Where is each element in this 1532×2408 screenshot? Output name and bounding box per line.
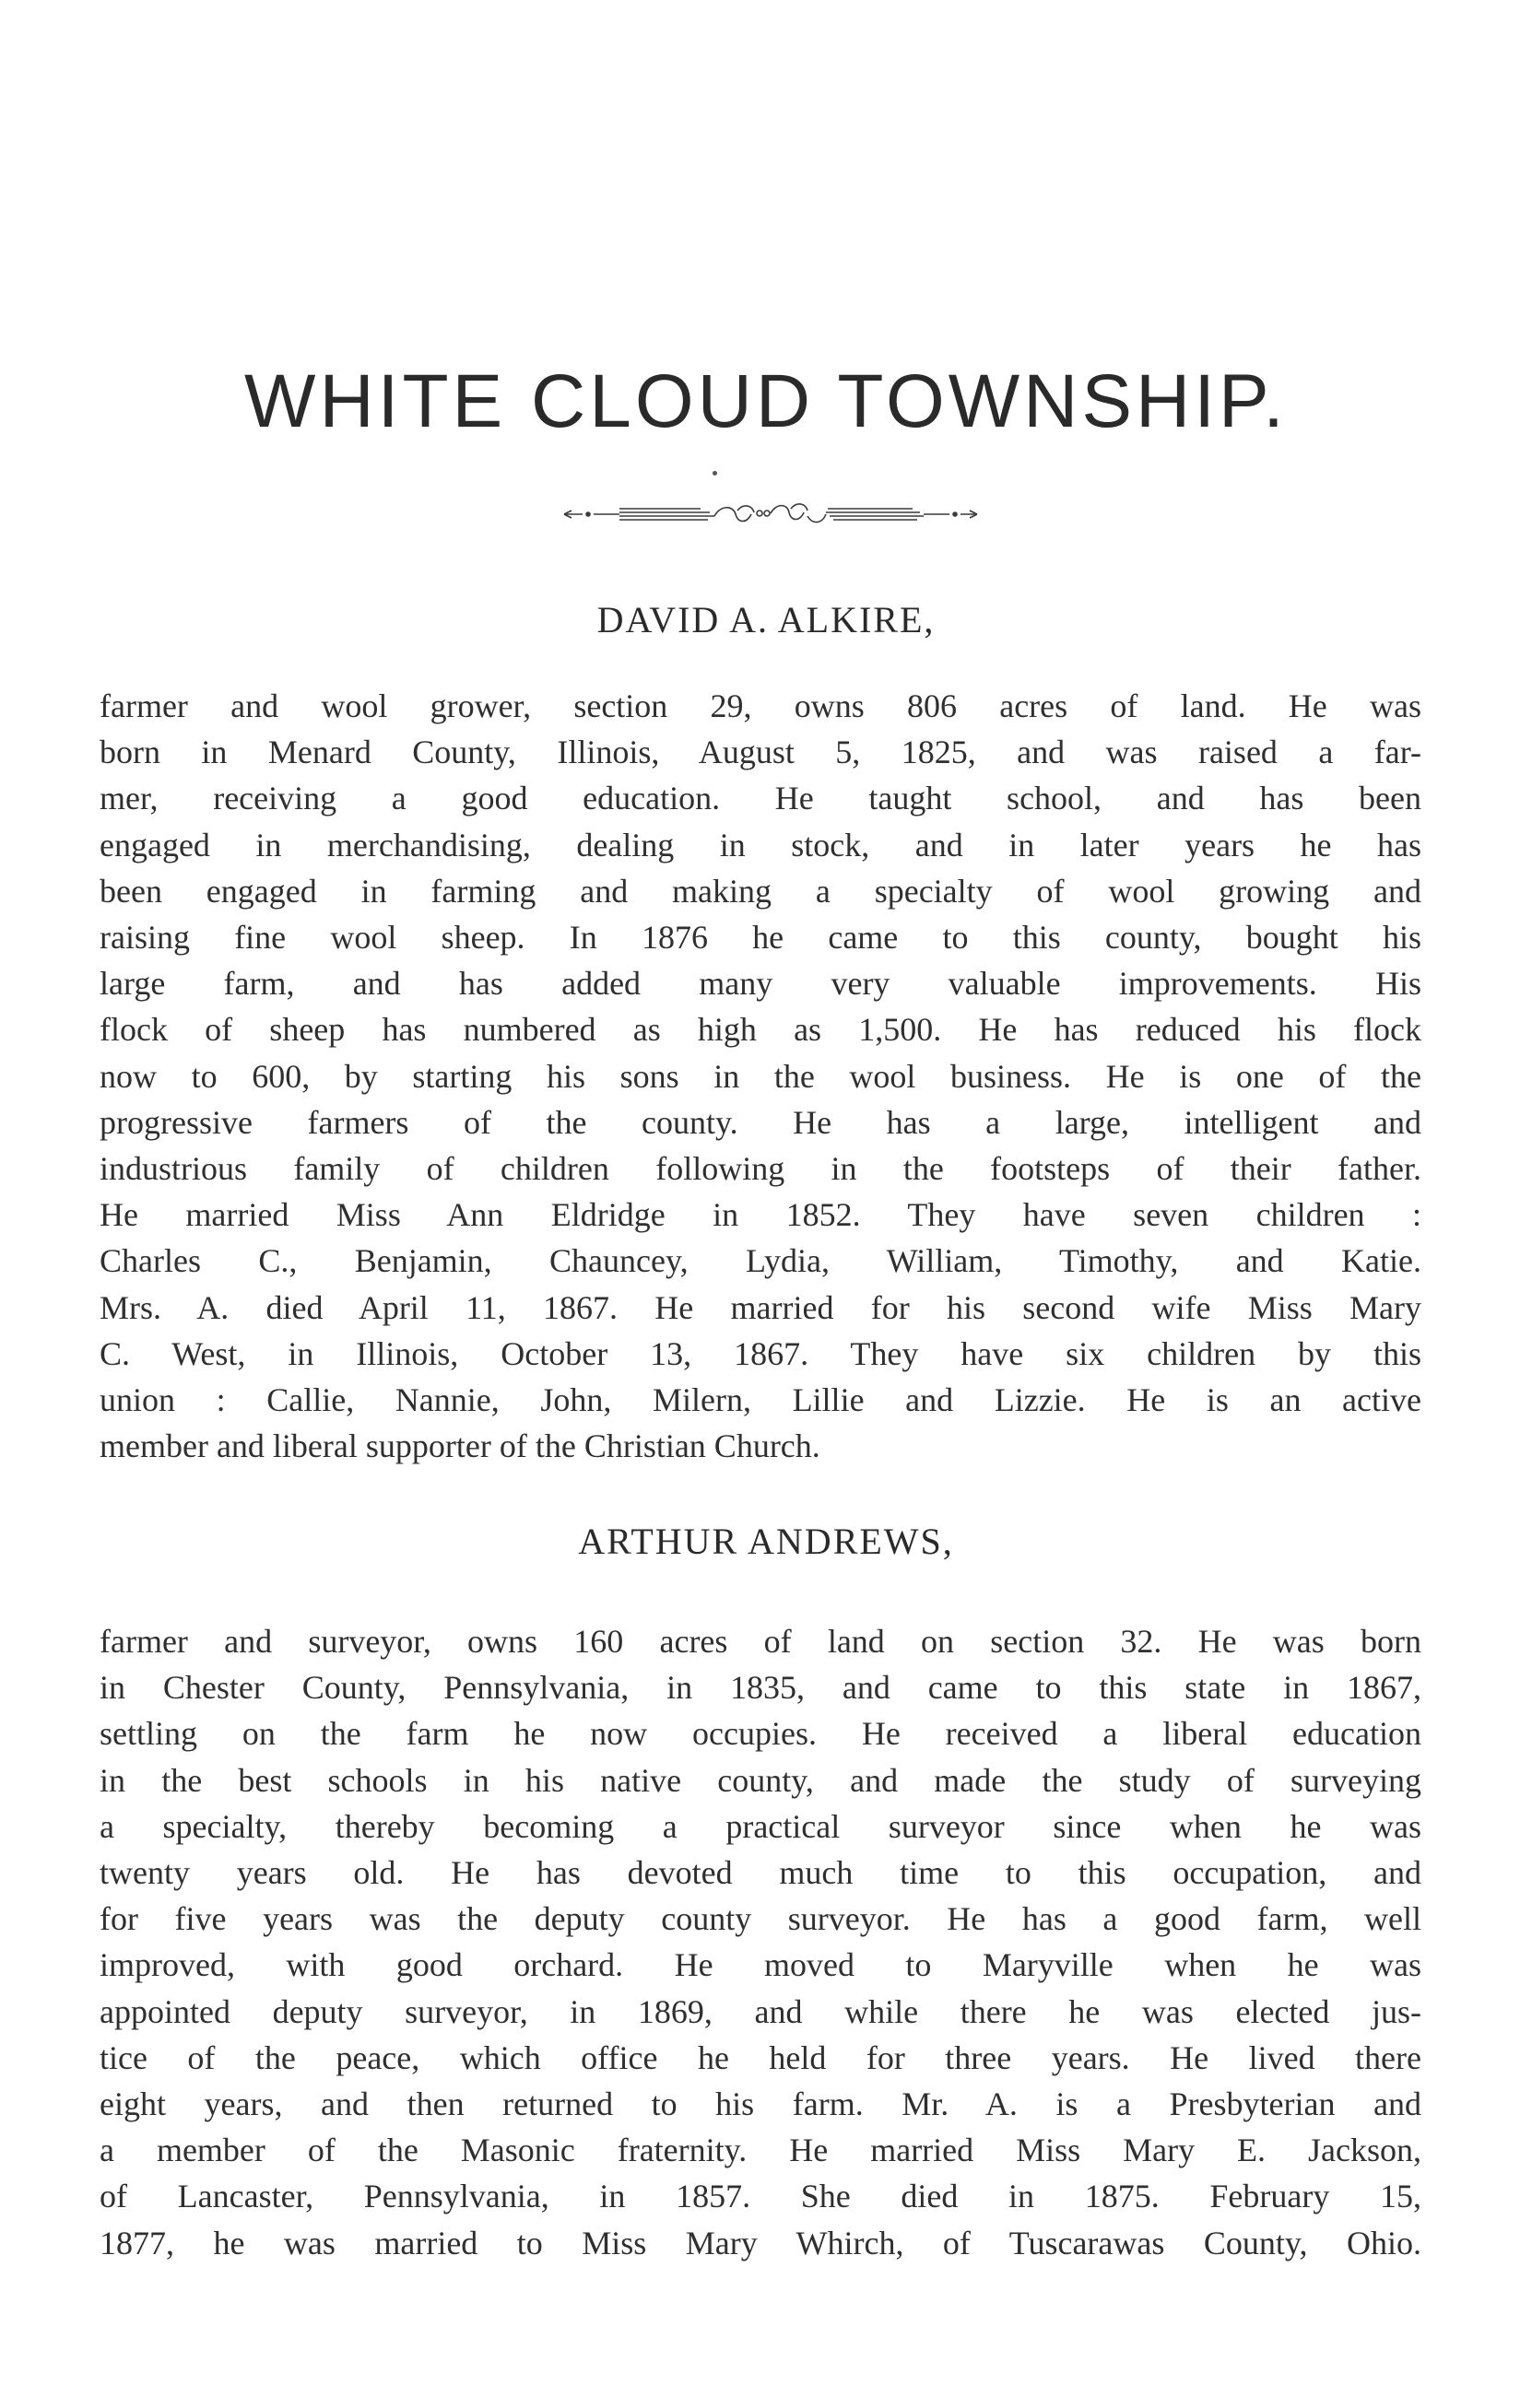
text-line: farmer and wool grower, section 29, owns 806 acres of land. He was bbox=[100, 687, 1421, 724]
text-line: a specialty, thereby becoming a practical surveyor since when he was bbox=[100, 1807, 1421, 1845]
text-line: 1877, he was married to Miss Mary Whirch, of Tuscarawas County, Ohio. bbox=[100, 2224, 1421, 2261]
text-line: of Lancaster, Pennsylvania, in 1857. She died in 1875. February 15, bbox=[100, 2178, 1421, 2215]
entry-body-alkire bbox=[100, 683, 1421, 1469]
page-title: WHITE CLOUD TOWNSHIP. bbox=[244, 359, 1288, 443]
text-line: engaged in merchandising, dealing in stock, and in later years he has bbox=[100, 826, 1421, 863]
text-line: raising fine wool sheep. In 1876 he came to this county, bought his bbox=[100, 919, 1421, 957]
text-line: Mrs. A. died April 11, 1867. He married for his second wife Miss Mary bbox=[100, 1288, 1421, 1326]
text-line: born in Menard County, Illinois, August 5, 1825, and was raised a far- bbox=[100, 734, 1421, 771]
entry-heading-andrews: ARTHUR ANDREWS, bbox=[578, 1521, 954, 1562]
entry-heading-alkire: DAVID A. ALKIRE, bbox=[596, 599, 936, 640]
entry-body-andrews bbox=[100, 1618, 1421, 2266]
ink-speck bbox=[713, 471, 717, 476]
text-line: union : Callie, Nannie, John, Milern, Lillie and Lizzie. He is an active bbox=[100, 1381, 1421, 1419]
text-line: in Chester County, Pennsylvania, in 1835, and came to this state in 1867, bbox=[100, 1669, 1421, 1707]
text-line: farmer and surveyor, owns 160 acres of land on section 32. He was born bbox=[100, 1623, 1421, 1660]
text-line: member and liberal supporter of the Christian Church. bbox=[100, 1427, 820, 1465]
text-line: Charles C., Benjamin, Chauncey, Lydia, William, Timothy, and Katie. bbox=[100, 1242, 1421, 1280]
text-line: improved, with good orchard. He moved to Maryville when he was bbox=[100, 1946, 1421, 1984]
text-line: twenty years old. He has devoted much time to this occupation, and bbox=[100, 1854, 1421, 1892]
text-line: mer, receiving a good education. He taught school, and has been bbox=[100, 780, 1421, 817]
text-line: He married Miss Ann Eldridge in 1852. They have seven children : bbox=[100, 1196, 1421, 1234]
text-line: been engaged in farming and making a specialty of wool growing and bbox=[100, 872, 1421, 910]
text-line: now to 600, by starting his sons in the wool business. He is one of the bbox=[100, 1057, 1421, 1095]
text-line: flock of sheep has numbered as high as 1,500. He has reduced his flock bbox=[100, 1011, 1421, 1049]
text-line: appointed deputy surveyor, in 1869, and while there he was elected jus- bbox=[100, 1992, 1421, 2030]
text-line: industrious family of children following in the footsteps of their father. bbox=[100, 1150, 1421, 1188]
text-line: for five years was the deputy county surveyor. He has a good farm, well bbox=[100, 1900, 1421, 1938]
text-line: a member of the Masonic fraternity. He married Miss Mary E. Jackson, bbox=[100, 2132, 1421, 2169]
decorative-scroll-divider-icon bbox=[562, 498, 979, 531]
text-line: C. West, in Illinois, October 13, 1867. They have six children by this bbox=[100, 1334, 1421, 1372]
text-line: settling on the farm he now occupies. He received a liberal education bbox=[100, 1715, 1421, 1753]
text-line: progressive farmers of the county. He has a large, intelligent and bbox=[100, 1103, 1421, 1141]
text-line: in the best schools in his native county, and made the study of surveying bbox=[100, 1761, 1421, 1799]
text-line: large farm, and has added many very valuable improvements. His bbox=[100, 965, 1421, 1003]
text-line: eight years, and then returned to his farm. Mr. A. is a Presbyterian and bbox=[100, 2085, 1421, 2123]
text-line: tice of the peace, which office he held for three years. He lived there bbox=[100, 2038, 1421, 2076]
